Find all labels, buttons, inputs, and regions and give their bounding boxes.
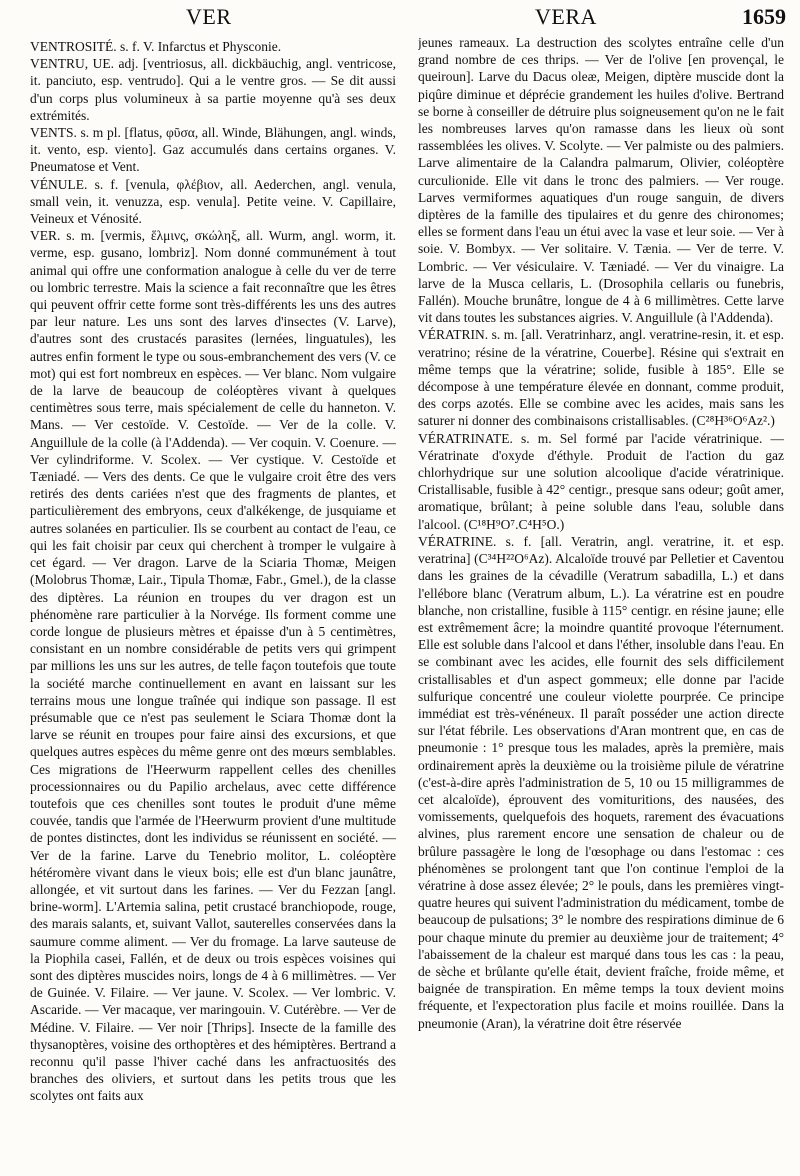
header-left-word: VER bbox=[186, 4, 232, 29]
entry-veratrin: VÉRATRIN. s. m. [all. Veratrinharz, angl. veratrine-resin, it. et esp. veratrino; résine de la vératrine, Couerbe]. Résine qui s'extrait en même temps que la vératrine; solide, fusible à 185°. Elle se décompose à une température élevée en donnant, comme produit, des corps azotés. Elle se combine avec les acides, mais sans les saturer ni donner des combinaisons cristallisables. (C²⁸H³⁶O⁶Az².) bbox=[418, 327, 784, 429]
entry-veratrinate: VÉRATRINATE. s. m. Sel formé par l'acide vératrinique. — Vératrinate d'oxyde d'éthyle. Produit de l'action du gaz chlorhydrique sur une solution alcoolique d'acide vératrinique. Cristallisable, fusible à 42° centigr., presque sans odeur; goût amer, aromatique, brûlant; à peine soluble dans l'eau, soluble dans l'alcool. (C¹⁸H⁹O⁷.C⁴H⁵O.) bbox=[418, 430, 784, 532]
entry-ventru: VENTRU, UE. adj. [ventriosus, all. dickbäuchig, angl. ventricose, it. panciuto, esp. ventrudo]. Qui a le ventre gros. — Se dit aussi d'un corps plus volumineux à sa partie moyenne qu'à ses deux extrémités. bbox=[30, 56, 396, 123]
left-column bbox=[30, 38, 396, 1154]
right-column bbox=[418, 34, 784, 1154]
entry-ver: VER. s. m. [vermis, ἕλμινς, σκώληξ, all. Wurm, angl. worm, it. verme, esp. gusano, lombriz]. Nom donné communément à tout animal qui offre une conformation analogue à celle du ver de terre ou lombric terrestre. Mais la science a fait reconnaître que les êtres qui peuvent offrir cette forme sont très-différents les uns des autres par leur nature. Les uns sont des larves d'insectes (V. Larve), d'autres sont des crustacés parasites (lernées, linguatules), les autres enfin forment le type ou sous-embranchement des vers (V. ce mot) qui est fort nombreux en espèces. — Ver blanc. Nom vulgaire de la larve de beaucoup de coléoptères vivant à quelques centimètres sous terre, mais spécialement de celle du hanneton. V. Mans. — Ver cestoïde. V. Cestoïde. — Ver de la colle. V. Anguillule de la colle (à l'Addenda). — Ver coquin. V. Coenure. — Ver cylindriforme. V. Scolex. — Ver cystique. V. Cestoïde et Tæniadé. — Vers des dents. Ce que le vulgaire croit être des vers retirés des dents cariées n'est que des fragments de plantes, et particulièrement des embryons, ceux d'alkékenge, de jusquiame et autres solanées en particulier. Ils se courbent au contact de l'eau, ce qui les fait choisir par ceux qui cherchent à tromper le vulgaire à cet égard. — Ver dragon. Larve de la Sciaria Thomæ, Meigen (Molobrus Thomæ, Lair., Tipula Thomæ, Fabr., Gmel.), de la classe des diptères. La réunion en troupes du ver dragon est un phénomène rare particulier à la Norvége. Ils forment comme une corde longue de plusieurs mètres et épaisse d'un à 5 centimètres, consistant en un nombre considérable de petits vers qui grimpent par millions les uns sur les autres, de telle façon toutefois que toute la société marche continuellement en avant en laissant sur les terrains mous une longue traînée qui indique son passage. Il est présumable que ce n'est pas seulement le Sciara Thomæ dont la larve se réunit en troupes pour faire ainsi des excursions, et que quelques autres espèces du même genre ont des mœurs semblables. Ces migrations de l'Heerwurm rappellent celles des chenilles processionnaires ou du Papilio archelaus, avec cette différence toutefois que ces chenilles sont toutes le produit d'une même couvée, tandis que l'armée de l'Heerwurm provient d'une multitude de pontes distinctes, dont les individus se réunissent en société. — Ver de la farine. Larve du Tenebrio molitor, L. coléoptère hétéromère vivant dans le vieux bois; elle est d'un blanc jaunâtre, allongée, et vit surtout dans les farines. — Ver du Fezzan [angl. brine-worm]. L'Artemia salina, petit crustacé branchiopode, rouge, des marais salants, et, suivant Vallot, sauterelles conservées dans la saumure comme aliment. — Ver du fromage. La larve sauteuse de la Piophila casei, Fallén, et de deux ou trois espèces voisines qui sont des diptères muscides noirs, longs de 4 à 6 millimètres. — Ver de Guinée. V. Filaire. — Ver jaune. V. Scolex. — Ver lombric. V. Ascaride. — Ver macaque, ver maringouin. V. Cutérèbre. — Ver de Médine. V. Filaire. — Ver noir [Thrips]. Insecte de la famille des thysanoptères, voisine des orthoptères et des hémiptères. Bertrand a reconnu qu'il passe l'hiver caché dans les anfractuosités des branches des oliviers, et surtout dans les petits trous que les scolytes ont faits aux bbox=[30, 228, 396, 1104]
entry-veratrine: VÉRATRINE. s. f. [all. Veratrin, angl. veratrine, it. et esp. veratrina] (C³⁴H²²O⁶Az). Alcaloïde trouvé par Pelletier et Caventou dans les graines de la cévadille (Veratrum sabadilla, L.) et dans l'ellébore blanc (Veratrum album, L.). La vératrine est en poudre blanche, non cristalline, fusible à 115° centigr. en résine jaune; elle est extrêmement âcre; la moindre quantité provoque l'éternument. Elle est soluble dans l'alcool et dans l'éther, insoluble dans l'eau. En se combinant avec les acides, elle fournit des sels difficilement cristallisables et d'un aspect gommeux; elle donne par l'acide sulfurique concentré une couleur violette pourprée. Ce principe immédiat est très-vénéneux. Il paraît posséder une action directe sur l'état fébrile. Les observations d'Aran montrent que, en cas de pneumonie : 1° presque tous les malades, après la première, mais ordinairement après la deuxième ou la troisième pilule de vératrine (c'est-à-dire après l'administration de 5, 10 ou 15 milligrammes de cet alcaloïde), éprouvent des vomituritions, des nausées, des vomissements, quelquefois des hoquets, rarement des évacuations alvines, plus rarement encore une sensation de chaleur ou de brûlure passagère le long de l'œsophage ou dans l'estomac : ces phénomènes se prolongent tant que l'on continue l'emploi de la vératrine à dose assez élevée; 2° le pouls, dans les premières vingt-quatre heures qui suivent l'administration du médicament, tombe de beaucoup de pulsations; 3° le nombre des respirations diminue de 6 pour chaque minute du premier au deuxième jour de traitement; 4° l'abaissement de la chaleur est marqué dans tous les cas : la peau, de sèche et brûlante qu'elle était, devient fraîche, froide même, et baignée de transpiration. En même temps la toux devient moins fréquente, et l'expectoration plus facile et moins rouillée. Dans la pneumonie (Aran), la vératrine doit être réservée bbox=[418, 533, 784, 1031]
entry-vents: VENTS. s. m pl. [flatus, φῦσα, all. Winde, Blähungen, angl. winds, it. vento, esp. viento]. Gaz accumulés dans certains organes. V. Pneumatose et Vent. bbox=[30, 125, 396, 175]
header-right-word: VERA bbox=[535, 4, 597, 29]
entry-ver-continued: jeunes rameaux. La destruction des scolytes entraîne celle d'un grand nombre de ces thrips. — Ver de l'olive [en provençal, le queiroun]. Larve du Dacus oleæ, Meigen, diptère muscide dont la piqûre diminue et déprécie grandement les huiles d'olive. Bertrand se borne à conseiller de détruire plus soigneusement qu'on ne le fait les nombreuses larves qu'on ramasse dans les lieux où sont rassemblées les olives. V. Scolyte. — Ver palmiste ou des palmiers. Larve alimentaire de la Calandra palmarum, Olivier, coléoptère curculionide. Elle vit dans le tronc des palmiers. — Ver rouge. Larves vermiformes aquatiques d'un rouge sanguin, de divers diptères de la famille des tipulaires et du genre des chironomes; elles se forment dans l'eau un étui avec la vase et leur soie. — Ver à soie. V. Bombyx. — Ver solitaire. V. Tænia. — Ver de terre. V. Lombric. — Ver vésiculaire. V. Tæniadé. — Ver du vinaigre. La larve de la Musca cellaris, L. (Drosophila cellaris ou funebris, Fallén). Mouche brunâtre, longue de 4 à 6 millimètres. Cette larve vit dans toutes les substances aigries. V. Anguillule (à l'Addenda). bbox=[418, 35, 784, 326]
entry-ventrosite: VENTROSITÉ. s. f. V. Infarctus et Physconie. bbox=[30, 39, 282, 54]
entry-venule: VÉNULE. s. f. [venula, φλέβιον, all. Aederchen, angl. venula, small vein, it. venuzza, esp. venula]. Petite veine. V. Capillaire, Veineux et Vénosité. bbox=[30, 176, 396, 227]
page-number: 1659 bbox=[742, 4, 786, 29]
